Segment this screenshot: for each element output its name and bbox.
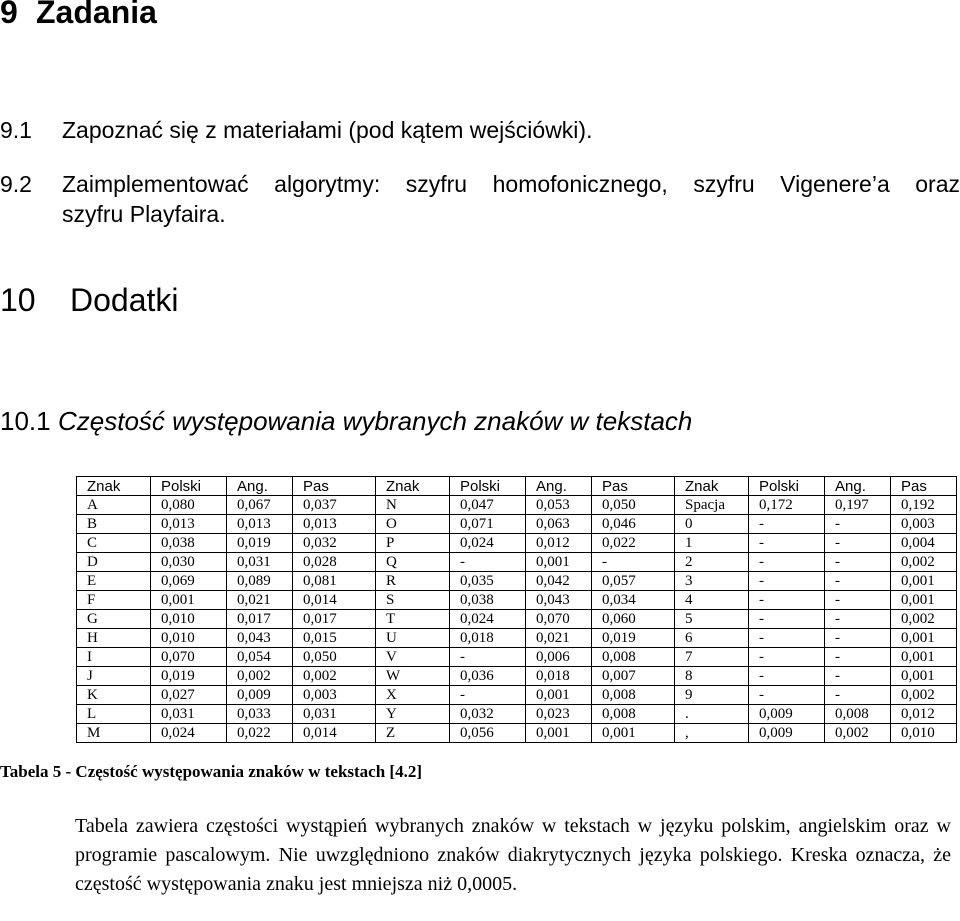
table-cell: - [749, 553, 825, 572]
table-cell: X [376, 686, 450, 705]
table-cell: 0,042 [526, 572, 592, 591]
section-title: Dodatki [70, 282, 179, 318]
table-cell: 0,057 [592, 572, 675, 591]
table-cell: 1 [675, 534, 749, 553]
table-cell: 0,035 [450, 572, 526, 591]
table-cell: 0,001 [891, 629, 957, 648]
table-cell: - [749, 629, 825, 648]
table-cell: - [450, 553, 526, 572]
table-cell: J [77, 667, 151, 686]
table-cell: 0,047 [450, 496, 526, 515]
table-cell: 0,071 [450, 515, 526, 534]
table-cell: 0,038 [450, 591, 526, 610]
table-cell: 0,024 [450, 610, 526, 629]
table-cell: 0,013 [293, 515, 376, 534]
table-cell: 0,023 [526, 705, 592, 724]
table-cell: 0,027 [151, 686, 227, 705]
table-cell: 0,002 [891, 553, 957, 572]
table-cell: - [749, 534, 825, 553]
table-cell: 0,019 [592, 629, 675, 648]
table-cell: 0,080 [151, 496, 227, 515]
table-cell: T [376, 610, 450, 629]
table-header-cell: Znak [77, 477, 151, 496]
table-cell: P [376, 534, 450, 553]
table-cell: 0,069 [151, 572, 227, 591]
table-cell: - [749, 686, 825, 705]
table-cell: . [675, 705, 749, 724]
table-cell: 0,010 [151, 629, 227, 648]
table-row [77, 610, 957, 629]
table-cell: - [825, 648, 891, 667]
table-cell: 0,003 [891, 515, 957, 534]
table-cell: 0,010 [891, 724, 957, 743]
table-cell: - [825, 515, 891, 534]
table-row [77, 534, 957, 553]
table-cell: 0,032 [293, 534, 376, 553]
table-cell: 0,008 [825, 705, 891, 724]
table-header-cell: Ang. [825, 477, 891, 496]
table-cell: 0,019 [151, 667, 227, 686]
table-cell: 0,009 [749, 724, 825, 743]
table-cell: 0,001 [891, 572, 957, 591]
table-row [77, 667, 957, 686]
table-cell: - [749, 667, 825, 686]
table-cell: 0,002 [227, 667, 293, 686]
table-cell: 0,060 [592, 610, 675, 629]
table-header-cell: Znak [675, 477, 749, 496]
table-cell: 0,034 [592, 591, 675, 610]
subsection-number: 10.1 [0, 406, 51, 436]
table-cell: 0,014 [293, 724, 376, 743]
subsection-10-1-heading [0, 406, 692, 437]
table-cell: F [77, 591, 151, 610]
table-cell: H [77, 629, 151, 648]
table-cell: 0,006 [526, 648, 592, 667]
table-cell: - [450, 686, 526, 705]
table-row [77, 553, 957, 572]
table-cell: S [376, 591, 450, 610]
table-cell: R [376, 572, 450, 591]
table-cell: Y [376, 705, 450, 724]
table-cell: 0,007 [592, 667, 675, 686]
table-cell: 9 [675, 686, 749, 705]
table-cell: 0,197 [825, 496, 891, 515]
table-row [77, 686, 957, 705]
table-row [77, 648, 957, 667]
table-row [77, 496, 957, 515]
table-cell: C [77, 534, 151, 553]
table-cell: E [77, 572, 151, 591]
table-cell: 0,028 [293, 553, 376, 572]
table-cell: 4 [675, 591, 749, 610]
table-cell: 0,001 [151, 591, 227, 610]
table-cell: 0,008 [592, 686, 675, 705]
table-cell: 0,070 [526, 610, 592, 629]
table-cell: 0,031 [151, 705, 227, 724]
table-cell: 0,030 [151, 553, 227, 572]
table-cell: 0,013 [227, 515, 293, 534]
table-header-cell: Polski [450, 477, 526, 496]
table-cell: 0,001 [891, 648, 957, 667]
table-cell: M [77, 724, 151, 743]
table-row [77, 515, 957, 534]
table-header-cell: Polski [151, 477, 227, 496]
description-paragraph: Tabela zawiera częstości wystąpień wybranych znaków w tekstach w języku polskim, angielskim oraz w programie pascalowym. Nie uwzględniono znaków diakrytycznych języka polskiego. Kreska oznacza, że częstość występowania znaku jest mniejsza niż 0,0005. [75, 815, 951, 895]
table-header-cell: Polski [749, 477, 825, 496]
table-cell: 0,036 [450, 667, 526, 686]
subsection-title: Częstość występowania wybranych znaków w tekstach [58, 406, 693, 436]
table-cell: - [825, 686, 891, 705]
table-header-row [77, 477, 957, 496]
section-9-heading [0, 0, 157, 31]
table-cell: - [749, 591, 825, 610]
table-cell: 0,021 [526, 629, 592, 648]
section-title: Zadania [36, 0, 157, 30]
table-cell: 5 [675, 610, 749, 629]
table-cell: 0,081 [293, 572, 376, 591]
table-cell: 0,013 [151, 515, 227, 534]
table-cell: W [376, 667, 450, 686]
table-cell: , [675, 724, 749, 743]
table-header-cell: Pas [891, 477, 957, 496]
table-cell: 0,002 [293, 667, 376, 686]
table-cell: 0,010 [151, 610, 227, 629]
table-cell: 0,009 [749, 705, 825, 724]
table-header-cell: Ang. [227, 477, 293, 496]
table-cell: O [376, 515, 450, 534]
table-cell: 0,037 [293, 496, 376, 515]
table-cell: 0,050 [293, 648, 376, 667]
task-number: 9.1 [0, 117, 32, 143]
table-cell: 0,089 [227, 572, 293, 591]
table-cell: 2 [675, 553, 749, 572]
table-cell: - [749, 572, 825, 591]
table-cell: - [825, 667, 891, 686]
table-cell: - [825, 553, 891, 572]
table-cell: Z [376, 724, 450, 743]
table-cell: 0,019 [227, 534, 293, 553]
table-cell: 0,002 [891, 610, 957, 629]
section-number: 10 [0, 282, 36, 318]
table-cell: 0,032 [450, 705, 526, 724]
table-cell: 0,014 [293, 591, 376, 610]
table-cell: 0,002 [825, 724, 891, 743]
table-cell: D [77, 553, 151, 572]
task-text: Zapoznać się z materiałami (pod kątem wejściówki). [62, 117, 593, 143]
table-row [77, 724, 957, 743]
table-cell: 0,004 [891, 534, 957, 553]
table-cell: 0,018 [450, 629, 526, 648]
table-cell: 8 [675, 667, 749, 686]
table-row [77, 629, 957, 648]
table-cell: 3 [675, 572, 749, 591]
table-cell: 0,024 [450, 534, 526, 553]
table-header-cell: Ang. [526, 477, 592, 496]
table-cell: 0,192 [891, 496, 957, 515]
table-cell: 0,001 [592, 724, 675, 743]
table-cell: B [77, 515, 151, 534]
table-row [77, 591, 957, 610]
table-cell: Spacja [675, 496, 749, 515]
table-cell: L [77, 705, 151, 724]
table-cell: 0,172 [749, 496, 825, 515]
table-cell: - [749, 648, 825, 667]
table-cell: 0,001 [891, 667, 957, 686]
table-cell: - [825, 610, 891, 629]
table-cell: - [825, 591, 891, 610]
table-cell: - [749, 515, 825, 534]
table-cell: 0,046 [592, 515, 675, 534]
table-cell: A [77, 496, 151, 515]
table-cell: 0,012 [891, 705, 957, 724]
table-cell: 0,008 [592, 705, 675, 724]
table-cell: K [77, 686, 151, 705]
table-cell: 0,063 [526, 515, 592, 534]
table-cell: 0,033 [227, 705, 293, 724]
table-cell: 0,017 [227, 610, 293, 629]
table-cell: 0,053 [526, 496, 592, 515]
table-cell: 7 [675, 648, 749, 667]
section-number: 9 [0, 0, 18, 30]
table-cell: 0,012 [526, 534, 592, 553]
table-cell: 0,008 [592, 648, 675, 667]
table-cell: 0,022 [227, 724, 293, 743]
table-cell: 0 [675, 515, 749, 534]
table-cell: 0,043 [227, 629, 293, 648]
table-cell: - [825, 629, 891, 648]
table-cell: 0,017 [293, 610, 376, 629]
frequency-table [76, 476, 957, 743]
table-cell: 0,056 [450, 724, 526, 743]
table-cell: N [376, 496, 450, 515]
table-cell: - [749, 610, 825, 629]
table-cell: 0,070 [151, 648, 227, 667]
table-cell: 0,031 [293, 705, 376, 724]
table-cell: 0,018 [526, 667, 592, 686]
table-row [77, 572, 957, 591]
table-cell: 0,038 [151, 534, 227, 553]
table-cell: - [450, 648, 526, 667]
table-cell: 6 [675, 629, 749, 648]
table-cell: 0,050 [592, 496, 675, 515]
table-cell: 0,067 [227, 496, 293, 515]
table-cell: 0,001 [526, 686, 592, 705]
table-cell: 0,021 [227, 591, 293, 610]
task-number: 9.2 [0, 171, 32, 197]
table-row [77, 705, 957, 724]
table-cell: G [77, 610, 151, 629]
task-text-line-1: Zaimplementować algorytmy: szyfru homofonicznego, szyfru Vigenere’a oraz [62, 171, 960, 197]
table-cell: - [592, 553, 675, 572]
table-cell: 0,054 [227, 648, 293, 667]
table-cell: 0,001 [526, 724, 592, 743]
table-cell: - [825, 572, 891, 591]
table-caption: Tabela 5 - Częstość występowania znaków w tekstach [4.2] [0, 762, 422, 781]
table-cell: U [376, 629, 450, 648]
table-cell: 0,015 [293, 629, 376, 648]
section-10-heading [0, 282, 179, 319]
table-cell: 0,031 [227, 553, 293, 572]
table-cell: 0,001 [526, 553, 592, 572]
table-cell: 0,009 [227, 686, 293, 705]
table-cell: 0,002 [891, 686, 957, 705]
task-text-line-2: szyfru Playfaira. [62, 201, 226, 227]
table-header-cell: Pas [592, 477, 675, 496]
table-cell: V [376, 648, 450, 667]
table-cell: 0,022 [592, 534, 675, 553]
table-cell: - [825, 534, 891, 553]
table-header-cell: Pas [293, 477, 376, 496]
table-cell: I [77, 648, 151, 667]
table-cell: 0,003 [293, 686, 376, 705]
table-cell: 0,024 [151, 724, 227, 743]
table-cell: Q [376, 553, 450, 572]
table-header-cell: Znak [376, 477, 450, 496]
table-cell: 0,043 [526, 591, 592, 610]
table-cell: 0,001 [891, 591, 957, 610]
